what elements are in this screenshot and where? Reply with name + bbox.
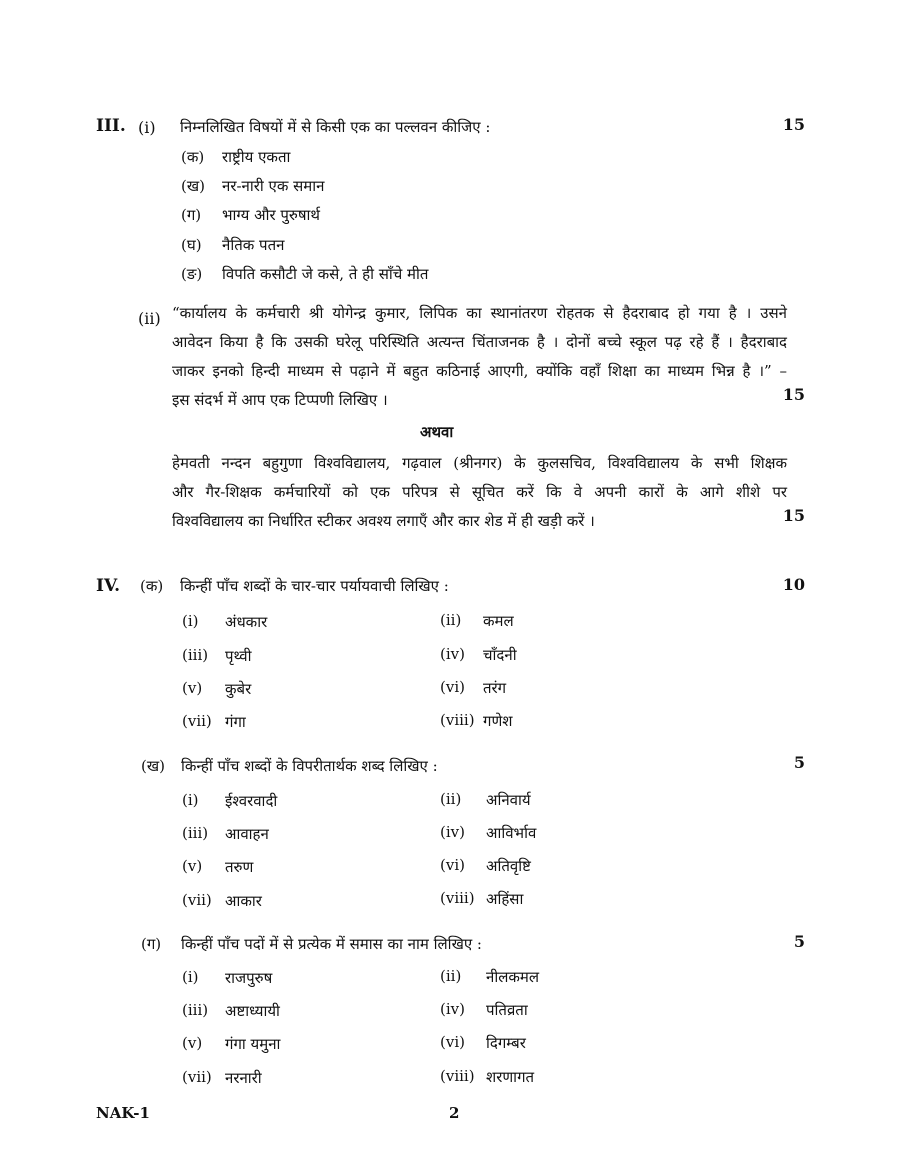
option-text: राष्ट्रीय एकता [222,148,291,166]
item-word: गंगा यमुना [225,1035,281,1053]
option-label: (ख) [181,177,205,195]
paragraph-line: “कार्यालय के कर्मचारी श्री योगेन्द्र कुमार, लिपिक का स्थानांतरण रोहतक से हैदराबाद हो गया है । उसने [172,304,787,322]
option-text: नर-नारी एक समान [222,177,325,195]
section-number: IV. [96,576,121,596]
item-number: (iii) [182,646,209,664]
item-word: अंधकार [225,613,268,631]
question-label: (ग) [141,935,162,953]
paragraph-line: इस संदर्भ में आप एक टिप्पणी लिखिए । [172,391,388,409]
question-text: किन्हीं पाँच शब्दों के चार-चार पर्यायवाची लिखिए : [180,577,449,595]
section-number: III. [96,116,126,136]
item-number: (iii) [182,1001,209,1019]
question-label: (i) [138,118,156,137]
item-word: गणेश [483,712,513,730]
question-label: (ii) [138,309,161,328]
item-number: (viii) [440,889,475,907]
item-number: (viii) [440,711,475,729]
item-word: पृथ्वी [225,647,252,665]
item-word: आविर्भाव [486,824,537,842]
option-label: (ग) [181,206,202,224]
item-number: (i) [182,791,199,809]
question-text: निम्नलिखित विषयों में से किसी एक का पल्लवन कीजिए : [180,118,491,136]
option-text: विपति कसौटी जे कसे, ते ही साँचे मीत [222,265,429,283]
item-word: तरुण [225,858,254,876]
alternative-question-text [172,449,787,536]
item-word: आवाहन [225,825,269,843]
page-number: 2 [449,1104,460,1122]
question-text [172,299,787,415]
option-label: (क) [181,148,205,166]
item-number: (vi) [440,678,465,696]
question-marks: 15 [782,115,805,134]
item-number: (i) [182,612,199,630]
item-word: नरनारी [225,1069,262,1087]
question-marks: 10 [782,575,805,594]
question-text: किन्हीं पाँच पदों में से प्रत्येक में समास का नाम लिखिए : [181,935,482,953]
question-label: (ख) [141,757,165,775]
item-word: तरंग [483,679,507,697]
item-number: (viii) [440,1067,475,1085]
item-word: आकार [225,892,262,910]
item-word: कमल [483,612,514,630]
item-number: (i) [182,968,199,986]
item-number: (v) [182,857,203,875]
item-number: (iv) [440,823,465,841]
question-marks: 15 [782,385,805,404]
question-marks: 15 [782,506,805,525]
item-number: (vii) [182,1068,212,1086]
item-word: अहिंसा [486,890,524,908]
paragraph-line: और गैर-शिक्षक कर्मचारियों को एक परिपत्र से सूचित करें कि वे अपनी कारों के आगे शीशे पर [172,483,787,501]
item-word: पतिव्रता [486,1001,528,1019]
or-separator: अथवा [420,423,454,441]
option-text: नैतिक पतन [222,236,285,254]
option-text: भाग्य और पुरुषार्थ [222,206,320,224]
item-number: (v) [182,679,203,697]
question-text: किन्हीं पाँच शब्दों के विपरीतार्थक शब्द लिखिए : [181,757,438,775]
question-marks: 5 [793,753,805,772]
item-number: (vi) [440,1033,465,1051]
item-word: चाँदनी [483,646,517,664]
item-word: शरणागत [486,1068,535,1086]
item-number: (iv) [440,1000,465,1018]
item-number: (ii) [440,611,462,629]
item-word: नीलकमल [486,968,540,986]
item-number: (ii) [440,967,462,985]
item-number: (v) [182,1034,203,1052]
item-number: (iv) [440,645,465,663]
option-label: (घ) [181,236,202,254]
item-word: दिगम्बर [486,1034,526,1052]
paragraph-line: जाकर इनको हिन्दी माध्यम से पढ़ाने में बहुत कठिनाई आएगी, क्योंकि वहाँ शिक्षा का माध्यम भिन्न है ।” – [172,362,787,380]
item-word: अतिवृष्टि [486,857,531,875]
paragraph-line: हेमवती नन्दन बहुगुणा विश्वविद्यालय, गढ़वाल (श्रीनगर) के कुलसचिव, विश्वविद्यालय के सभी शिक्षक [172,454,787,472]
option-label: (ङ) [181,265,203,283]
paragraph-line: विश्वविद्यालय का निर्धारित स्टीकर अवश्य लगाएँ और कार शेड में ही खड़ी करें । [172,512,595,530]
item-number: (iii) [182,824,209,842]
item-word: अष्टाध्यायी [225,1002,280,1020]
item-word: राजपुरुष [225,969,273,987]
item-number: (vi) [440,856,465,874]
item-word: गंगा [225,713,246,731]
item-word: ईश्वरवादी [225,792,278,810]
paragraph-line: आवेदन किया है कि उसकी घरेलू परिस्थिति अत्यन्त चिंताजनक है । दोनों बच्चे स्कूल पढ़ रहे हैं । हैदराबाद [172,333,787,351]
item-word: अनिवार्य [486,791,531,809]
item-word: कुबेर [225,680,252,698]
question-label: (क) [140,577,164,595]
question-marks: 5 [793,932,805,951]
item-number: (ii) [440,790,462,808]
item-number: (vii) [182,712,212,730]
paper-code: NAK-1 [96,1104,150,1122]
item-number: (vii) [182,891,212,909]
